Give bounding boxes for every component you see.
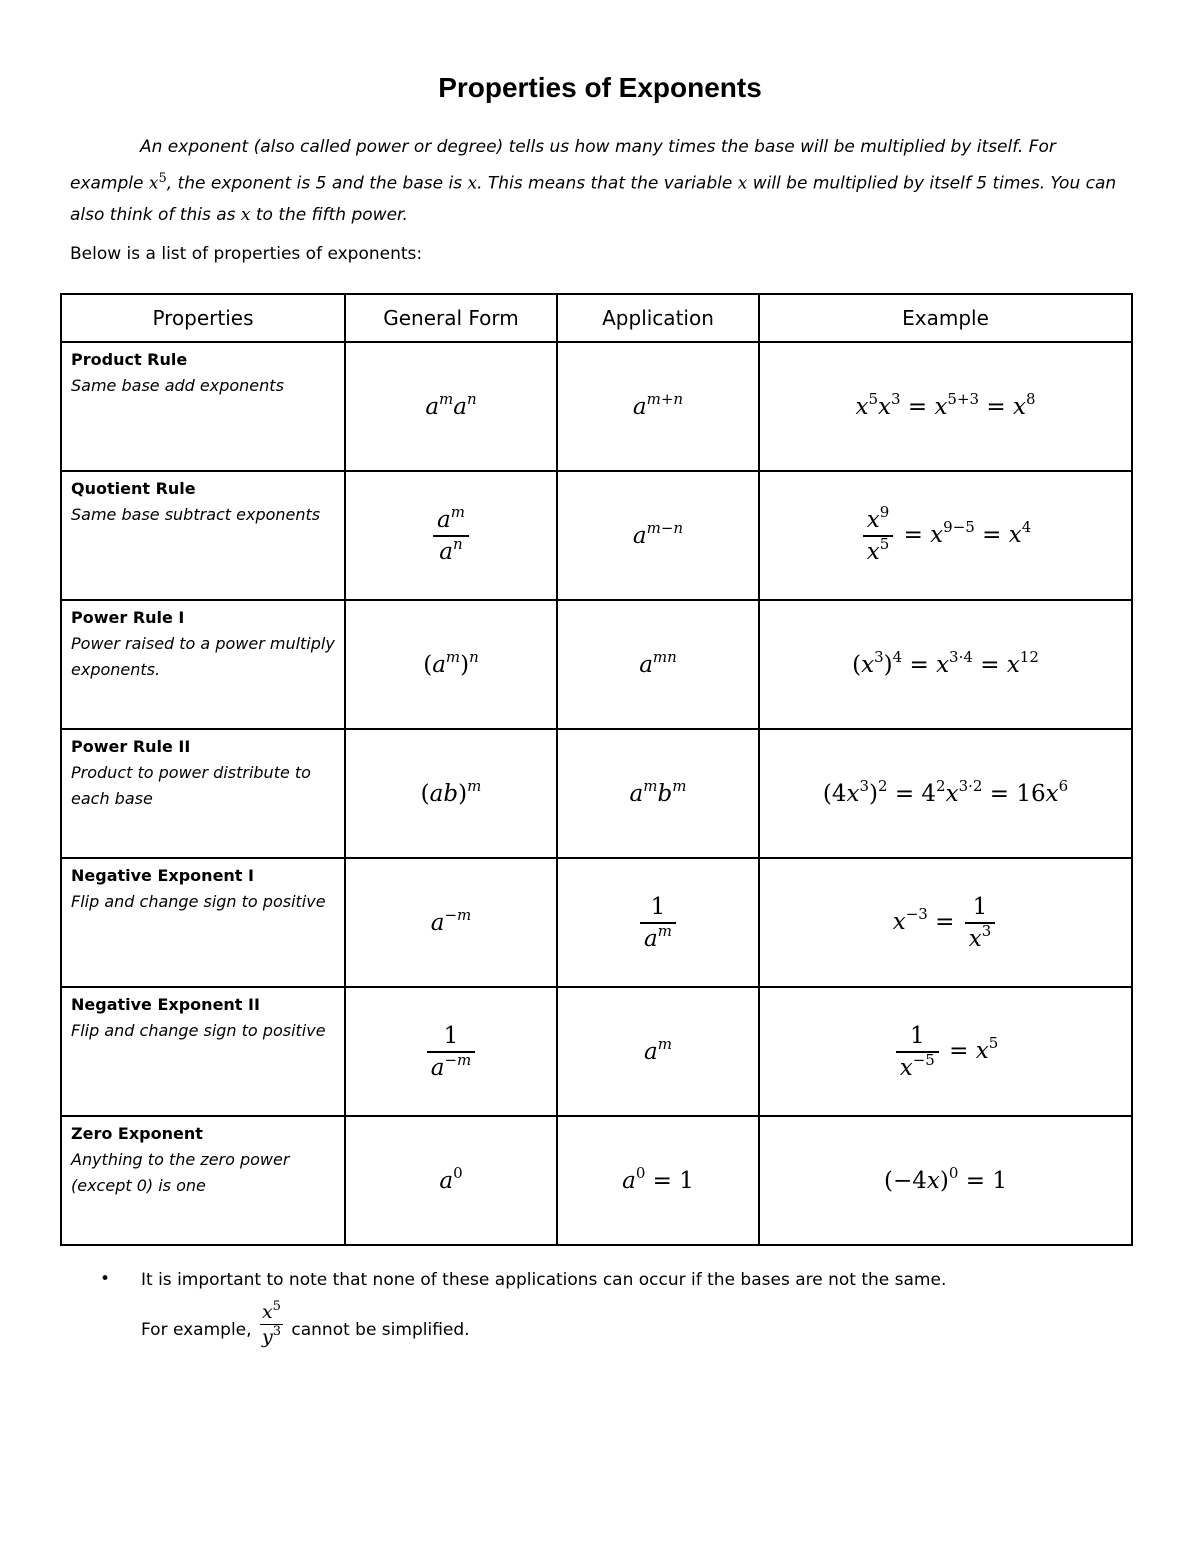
- rule-name: Power Rule I: [71, 608, 185, 627]
- rule-description: Power raised to a power multiply exponents.: [71, 634, 335, 679]
- rule-description: Flip and change sign to positive: [71, 1021, 326, 1040]
- property-cell: [61, 471, 345, 600]
- header-general-form: General Form: [345, 294, 557, 342]
- rule-name: Negative Exponent II: [71, 995, 260, 1014]
- rule-description: Same base subtract exponents: [71, 505, 321, 524]
- table-row: [61, 729, 1132, 858]
- general-form-cell: $a^ma^n$: [345, 342, 557, 471]
- example-cell: $x^5x^3 = x^{5+3} = x^8$: [759, 342, 1132, 471]
- application-cell: $\frac{1}{a^m}$: [557, 858, 759, 987]
- general-form-cell: $a^0$: [345, 1116, 557, 1245]
- application-cell: $a^mb^m$: [557, 729, 759, 858]
- application-cell: $a^{mn}$: [557, 600, 759, 729]
- table-row: [61, 342, 1132, 471]
- example-base: x: [148, 173, 159, 194]
- application-cell: $a^0 = 1$: [557, 1116, 759, 1245]
- properties-table: [60, 293, 1133, 1246]
- note-example-suffix: cannot be simplified.: [291, 1319, 470, 1340]
- example-cell: $(x^3)^4 = x^{3\cdot 4} = x^{12}$: [759, 600, 1132, 729]
- property-cell: [61, 987, 345, 1116]
- application-cell: $a^{m-n}$: [557, 471, 759, 600]
- property-cell: [61, 729, 345, 858]
- header-example: Example: [759, 294, 1132, 342]
- rule-description: Same base add exponents: [71, 376, 284, 395]
- rule-name: Product Rule: [71, 350, 188, 369]
- note-example-prefix: For example,: [141, 1319, 252, 1340]
- general-form-cell: $\frac{1}{a^{-m}}$: [345, 987, 557, 1116]
- general-form-cell: $a^{-m}$: [345, 858, 557, 987]
- application-cell: $a^m$: [557, 987, 759, 1116]
- table-header-row: [61, 294, 1132, 342]
- table-intro-text: Below is a list of properties of exponents:: [70, 244, 423, 264]
- example-cell: $\frac{1}{x^{-5}}$ = $x^5$: [759, 987, 1132, 1116]
- example-cell: $(4x^3)^2 = 4^2x^{3\cdot 2} = 16x^6$: [759, 729, 1132, 858]
- general-form-cell: (ab)$^m$: [345, 729, 557, 858]
- rule-description: Flip and change sign to positive: [71, 892, 326, 911]
- header-application: Application: [557, 294, 759, 342]
- note-example-fraction: $\frac{x^5}{y^3}$: [261, 1299, 281, 1348]
- table-row: [61, 471, 1132, 600]
- bullet-icon: •: [100, 1269, 111, 1289]
- page-title: Properties of Exponents: [438, 72, 762, 103]
- rule-description: Anything to the zero power (except 0) is one: [71, 1150, 290, 1195]
- rule-name: Zero Exponent: [71, 1124, 203, 1143]
- property-cell: [61, 342, 345, 471]
- property-cell: [61, 1116, 345, 1245]
- example-cell: $x^{-3}$ = $\frac{1}{x^3}$: [759, 858, 1132, 987]
- table-row: [61, 600, 1132, 729]
- table-row: [61, 858, 1132, 987]
- intro-paragraph: An exponent (also called power or degree) tells us how many times the base will be multiplied by itself. For example $x^5$, the exponent is 5 and the base is x. This means that the variable x will be multiplied by itself 5 times. You can also think of this as x to the fifth power.: [70, 137, 1117, 225]
- general-form-cell: $\frac{a^m}{a^n}$: [345, 471, 557, 600]
- rule-name: Quotient Rule: [71, 479, 196, 498]
- note-example-line: [141, 1300, 470, 1349]
- application-cell: $a^{m+n}$: [557, 342, 759, 471]
- rule-name: Power Rule II: [71, 737, 191, 756]
- rule-description: Product to power distribute to each base: [71, 763, 311, 808]
- property-cell: [61, 858, 345, 987]
- example-exponent: 5: [158, 171, 167, 186]
- example-cell: $\frac{x^9}{x^5}$ = $x^{9-5} = x^4$: [759, 471, 1132, 600]
- table-row: [61, 1116, 1132, 1245]
- general-form-cell: $(a^m)^n$: [345, 600, 557, 729]
- rule-name: Negative Exponent I: [71, 866, 254, 885]
- example-cell: $(-4x)^0 = 1$: [759, 1116, 1132, 1245]
- table-row: [61, 987, 1132, 1116]
- property-cell: [61, 600, 345, 729]
- header-properties: Properties: [61, 294, 345, 342]
- note-text: It is important to note that none of these applications can occur if the bases are not the same.: [141, 1270, 947, 1290]
